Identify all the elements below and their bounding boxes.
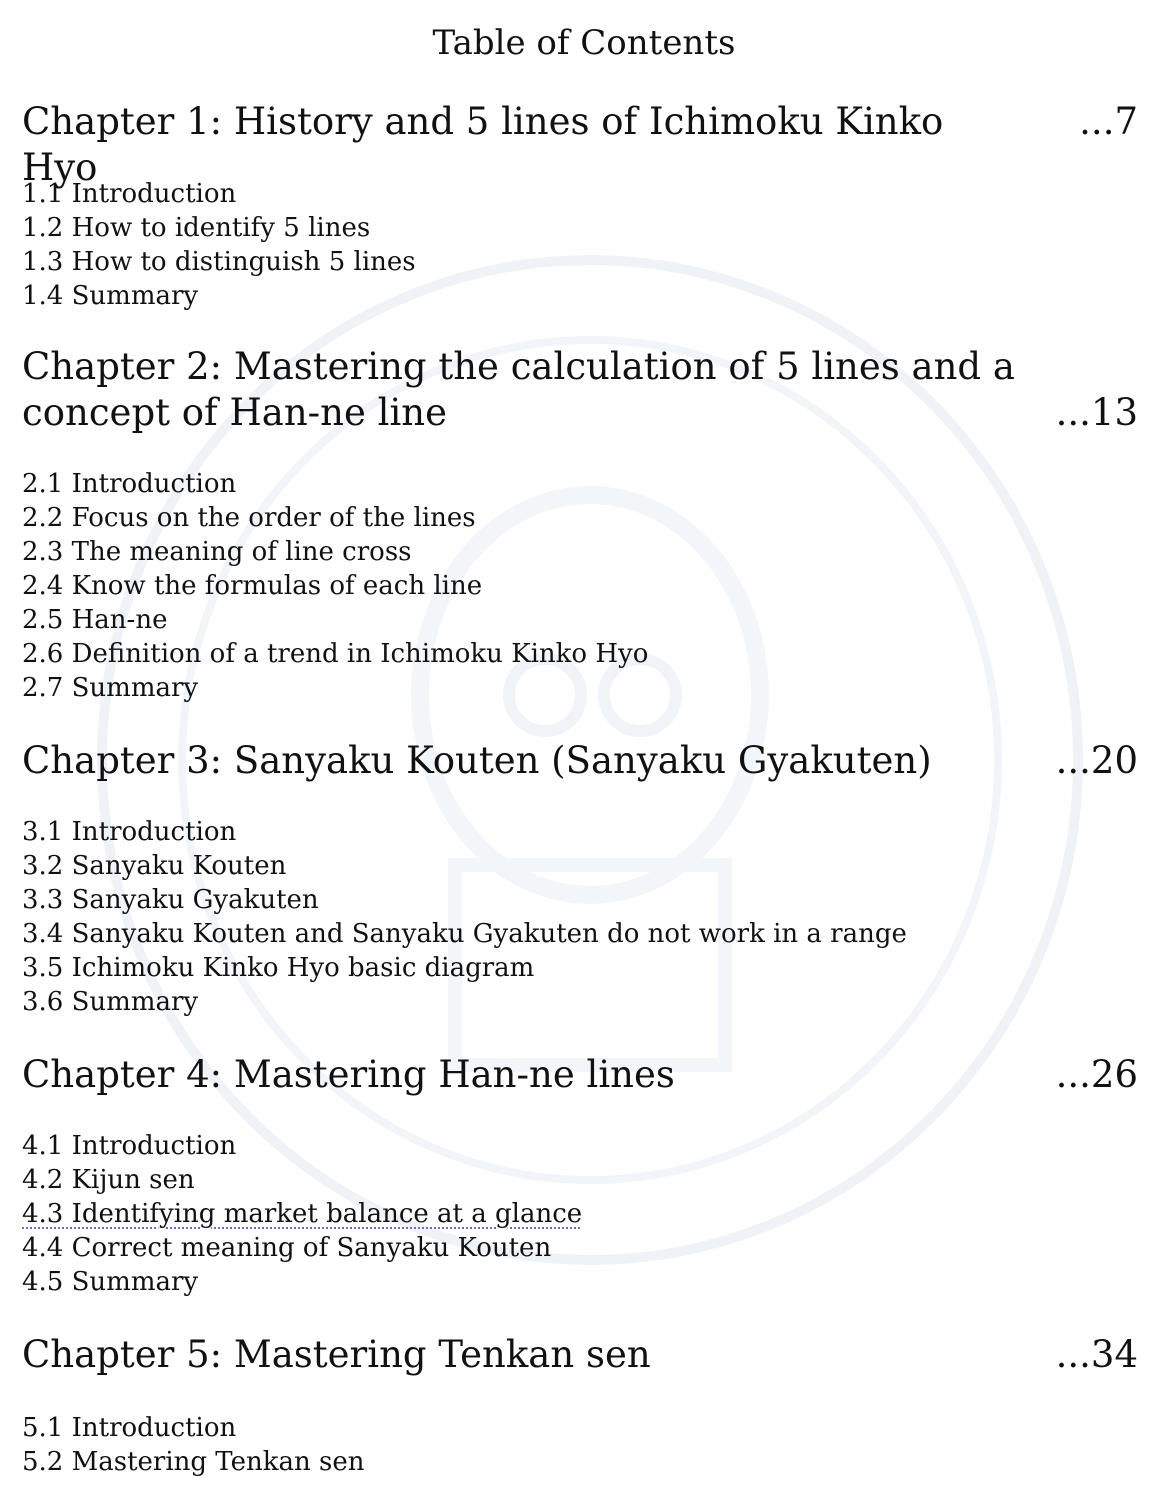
section-item[interactable]: 1.1 Introduction	[22, 179, 237, 209]
chapter-page-number: ...20	[1055, 739, 1138, 782]
section-item[interactable]: 4.5 Summary	[22, 1267, 199, 1297]
section-item[interactable]: 1.3 How to distinguish 5 lines	[22, 247, 416, 277]
chapter-title: Chapter 1: History and 5 lines of Ichimoku Kinko Hyo	[22, 100, 944, 189]
section-item[interactable]: 2.4 Know the formulas of each line	[22, 571, 483, 601]
chapter-page-number: ...13	[1055, 391, 1138, 434]
section-item[interactable]: 3.4 Sanyaku Kouten and Sanyaku Gyakuten do not work in a range	[22, 919, 907, 949]
section-item[interactable]: 2.7 Summary	[22, 673, 199, 703]
chapter-title: Chapter 5: Mastering Tenkan sen	[22, 1333, 651, 1376]
section-item[interactable]: 1.2 How to identify 5 lines	[22, 213, 371, 243]
chapter-page-number: ...34	[1055, 1333, 1138, 1376]
chapter-page-number: ...7	[1079, 100, 1138, 143]
section-item[interactable]: 3.1 Introduction	[22, 817, 237, 847]
page-title: Table of Contents	[432, 23, 736, 63]
section-item[interactable]: 4.3 Identifying market balance at a glance	[22, 1199, 583, 1229]
chapter-heading[interactable]	[22, 1332, 1138, 1378]
section-item[interactable]: 4.4 Correct meaning of Sanyaku Kouten	[22, 1233, 552, 1263]
chapter-heading[interactable]	[22, 738, 1138, 784]
section-item[interactable]: 2.3 The meaning of line cross	[22, 537, 412, 567]
section-item[interactable]: 3.6 Summary	[22, 987, 199, 1017]
section-item[interactable]: 4.1 Introduction	[22, 1131, 237, 1161]
section-item[interactable]: 2.6 Definition of a trend in Ichimoku Kinko Hyo	[22, 639, 649, 669]
chapter-heading[interactable]	[22, 1052, 1138, 1098]
section-item[interactable]: 3.3 Sanyaku Gyakuten	[22, 885, 319, 915]
chapter-heading[interactable]	[22, 344, 1138, 436]
section-item[interactable]: 1.4 Summary	[22, 281, 199, 311]
section-item[interactable]: 2.1 Introduction	[22, 469, 237, 499]
section-item[interactable]: 5.1 Introduction	[22, 1413, 237, 1443]
section-item[interactable]: 3.2 Sanyaku Kouten	[22, 851, 287, 881]
section-item[interactable]: 2.5 Han-ne	[22, 605, 168, 635]
section-item[interactable]: 4.2 Kijun sen	[22, 1165, 195, 1195]
section-item[interactable]: 2.2 Focus on the order of the lines	[22, 503, 476, 533]
section-item[interactable]: 5.2 Mastering Tenkan sen	[22, 1447, 365, 1477]
chapter-title: Chapter 3: Sanyaku Kouten (Sanyaku Gyakuten)	[22, 739, 932, 782]
section-item[interactable]: 3.5 Ichimoku Kinko Hyo basic diagram	[22, 953, 535, 983]
section-list	[22, 815, 907, 1019]
section-list	[22, 1129, 582, 1299]
section-list	[22, 177, 416, 313]
section-list	[22, 467, 648, 705]
chapter-page-number: ...26	[1055, 1053, 1138, 1096]
chapter-title: Chapter 2: Mastering the calculation of 5 lines and a concept of Han-ne line	[22, 345, 1015, 434]
section-list	[22, 1411, 365, 1479]
chapter-title: Chapter 4: Mastering Han-ne lines	[22, 1053, 675, 1096]
